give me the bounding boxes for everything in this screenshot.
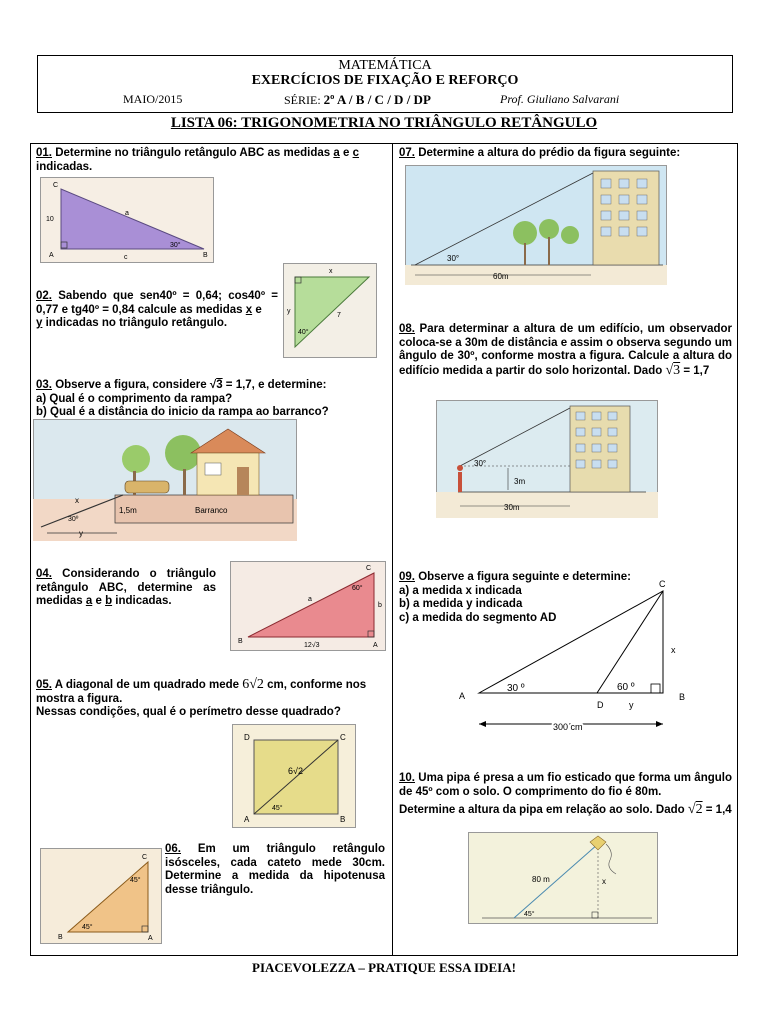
q10-figure <box>468 832 658 924</box>
q09-number: 09. <box>399 571 415 583</box>
question-08 <box>399 323 732 378</box>
q05-label-diag: 6√2 <box>288 766 303 776</box>
q08-figure <box>436 400 658 518</box>
q01-mid: e <box>339 147 353 159</box>
q04-label-C: C <box>366 565 372 572</box>
q04-label-base: 12√3 <box>304 642 320 649</box>
q01-text: Determine no triângulo retângulo ABC as medidas <box>52 147 334 159</box>
q04-label-A: A <box>373 642 378 649</box>
q03-figure <box>33 419 297 541</box>
q06-label-angle-c: 45° <box>130 877 141 884</box>
q09-label-B: B <box>679 692 686 702</box>
q01-label-10: 10 <box>46 216 54 223</box>
q05-text2: cm, conforme nos mostra a figura. <box>36 679 367 705</box>
q01-label-A: A <box>49 252 54 259</box>
q10-sqrt: √2 <box>687 802 703 817</box>
q01-label-B: B <box>203 252 208 259</box>
list-title-prefix: LISTA 06: <box>170 115 238 131</box>
subject-title: MATEMÁTICA <box>338 58 432 73</box>
q05-text1: A diagonal de um quadrado mede <box>52 679 243 691</box>
q02-label-7: 7 <box>337 312 341 319</box>
q04-number: 04. <box>36 568 52 580</box>
q04-b: b <box>105 595 113 607</box>
q08-tail: = 1,7 <box>680 364 710 377</box>
q03-label-x: x <box>75 496 79 505</box>
q04-label-b: b <box>378 602 382 609</box>
q09-label-A: A <box>459 691 466 701</box>
question-06 <box>165 843 385 897</box>
q05-figure <box>232 724 356 828</box>
q03-item-b: b) Qual é a distância do inicio da rampa ao barranco? <box>36 406 329 418</box>
q05-number: 05. <box>36 679 52 691</box>
q09-label-angle-a: 30 º <box>507 683 525 694</box>
q02-figure <box>283 263 377 358</box>
q09-item-b: b) a medida y indicada <box>399 598 523 610</box>
q10-line2 <box>399 803 732 818</box>
q01-label-C: C <box>53 182 59 189</box>
q03-label-height: 1,5m <box>119 506 137 515</box>
q09-item-a: a) a medida x indicada <box>399 584 522 597</box>
q01-number: 01. <box>36 147 52 159</box>
q04-label-B: B <box>238 638 243 645</box>
q05-label-C: C <box>340 733 346 742</box>
q05-label-angle: 45° <box>272 805 283 812</box>
q01-label-angle: 30° <box>170 242 181 249</box>
q03-number: 03. <box>36 379 52 391</box>
q06-text: Em um triângulo retângulo isósceles, cada cateto mede 30cm. Determine a medida da hipotenusa desse triângulo. <box>165 843 385 896</box>
q07-text: Determine a altura do prédio da figura seguinte: <box>415 147 681 159</box>
header-box <box>37 55 733 113</box>
column-divider <box>392 143 393 956</box>
q04-label-a: a <box>308 596 312 603</box>
q08-sqrt: √3 <box>665 362 681 378</box>
q01-label-c: c <box>124 254 128 261</box>
q01-a: a <box>333 147 340 159</box>
q10-tail: = 1,4 <box>702 804 732 816</box>
q02-x: x <box>245 303 253 316</box>
q04-a: a <box>85 595 93 607</box>
q09-text: Observe a figura seguinte e determine: <box>415 571 632 583</box>
q05-text3: Nessas condições, qual é o perímetro desse quadrado? <box>36 706 341 718</box>
serie-label: SÉRIE: <box>284 93 321 107</box>
q08-text: Para determinar a altura de um edifício, um observador coloca-se a 30m de distância e assim o observa segundo um ângulo de 30º, conforme mostra a figura. Calcule a altura do edifício medida a partir do solo horizontal. Dado <box>399 323 732 377</box>
serie-line <box>284 92 431 108</box>
q02-y: y <box>36 317 43 329</box>
q10-text1: Uma pipa é presa a um fio esticado que forma um ângulo de 45º com o solo. O comprimento do fio é 80m. <box>399 772 732 798</box>
question-02 <box>36 290 278 331</box>
q09-label-y: y <box>629 700 634 710</box>
q06-label-angle-b: 45° <box>82 924 93 931</box>
q02-tail: indicadas no triângulo retângulo. <box>42 317 228 329</box>
q06-label-B: B <box>58 934 63 941</box>
teacher-name: Prof. Giuliano Salvarani <box>500 92 620 106</box>
q04-label-angle: 60° <box>352 585 363 592</box>
q06-figure <box>40 848 162 944</box>
q07-label-angle: 30° <box>447 254 460 263</box>
question-04 <box>36 568 216 609</box>
q05-label-A: A <box>244 815 250 824</box>
q06-label-C: C <box>142 854 148 861</box>
q05-label-B: B <box>340 815 346 824</box>
q10-number: 10. <box>399 772 415 784</box>
q07-number: 07. <box>399 147 415 159</box>
q08-label-angle: 30° <box>474 459 487 468</box>
q08-label-height: 3m <box>514 477 526 486</box>
q06-number: 06. <box>165 843 181 855</box>
q02-text: Sabendo que sen40º = 0,64; cos40º = 0,77 e tg40º = 0,84 calcule as medidas <box>36 290 278 316</box>
q03-text1: Observe a figura, considere <box>52 379 210 391</box>
q07-figure <box>405 165 667 285</box>
q08-sqrt-value: 3 <box>673 362 681 378</box>
q05-measure: 6√2 <box>242 677 264 692</box>
list-title-rest: TRIGONOMETRIA NO TRIÂNGULO RETÂNGULO <box>237 115 598 131</box>
q07-label-base: 60m <box>493 272 509 281</box>
q09-label-D: D <box>597 700 604 710</box>
list-title <box>0 115 768 132</box>
q09-figure <box>455 577 695 739</box>
question-01 <box>36 147 388 174</box>
q01-figure <box>40 177 214 263</box>
q09-label-C: C <box>659 579 666 589</box>
q02-mid: e <box>252 303 262 316</box>
q03-label-y: y <box>79 529 83 538</box>
q09-item-c: c) a medida do segmento AD <box>399 611 557 624</box>
q03-label-angle: 30º <box>68 516 79 523</box>
q04-figure <box>230 561 386 651</box>
q10-label-len: 80 m <box>532 875 550 884</box>
q03-sqrt-value: 3 <box>216 379 223 391</box>
q09-label-base: 300 cm <box>553 722 583 732</box>
q10-label-x: x <box>602 877 606 886</box>
q02-label-x: x <box>329 268 333 275</box>
serie-value: 2º A / B / C / D / DP <box>323 92 431 107</box>
q08-label-base: 30m <box>504 503 520 512</box>
q05-label-D: D <box>244 733 250 742</box>
q02-label-angle: 40° <box>298 329 309 336</box>
q03-label-barranco: Barranco <box>195 506 228 515</box>
q01-label-a: a <box>125 210 129 217</box>
q06-label-A: A <box>148 935 153 942</box>
q10-text2: Determine a altura da pipa em relação ao solo. Dado <box>399 804 688 816</box>
q04-mid: e <box>92 595 106 607</box>
q09-label-angle-d: 60 º <box>617 682 635 693</box>
q02-number: 02. <box>36 290 52 302</box>
q10-label-angle: 45° <box>524 911 535 918</box>
q03-sqrt: √3 <box>209 379 223 391</box>
question-03 <box>36 379 391 420</box>
q08-number: 08. <box>399 323 415 335</box>
q03-item-a: a) Qual é o comprimento da rampa? <box>36 392 233 405</box>
subtitle: EXERCÍCIOS DE FIXAÇÃO E REFORÇO <box>251 73 519 88</box>
date-label: MAIO/2015 <box>123 92 183 106</box>
q04-text: Considerando o triângulo retângulo ABC, determine as medidas <box>36 568 216 607</box>
q01-c: c <box>352 147 359 159</box>
q10-sqrt-value: 2 <box>695 802 703 817</box>
q09-label-x: x <box>671 645 676 655</box>
question-05 <box>36 678 388 720</box>
footer: PIACEVOLEZZA – PRATIQUE ESSA IDEIA! <box>252 960 516 975</box>
q03-text2: = 1,7, e determine: <box>222 379 327 391</box>
q02-label-y: y <box>287 308 291 315</box>
question-07 <box>399 147 734 161</box>
question-10 <box>399 772 732 818</box>
q04-tail: indicadas. <box>112 595 172 607</box>
q01-text2: indicadas. <box>36 160 93 173</box>
